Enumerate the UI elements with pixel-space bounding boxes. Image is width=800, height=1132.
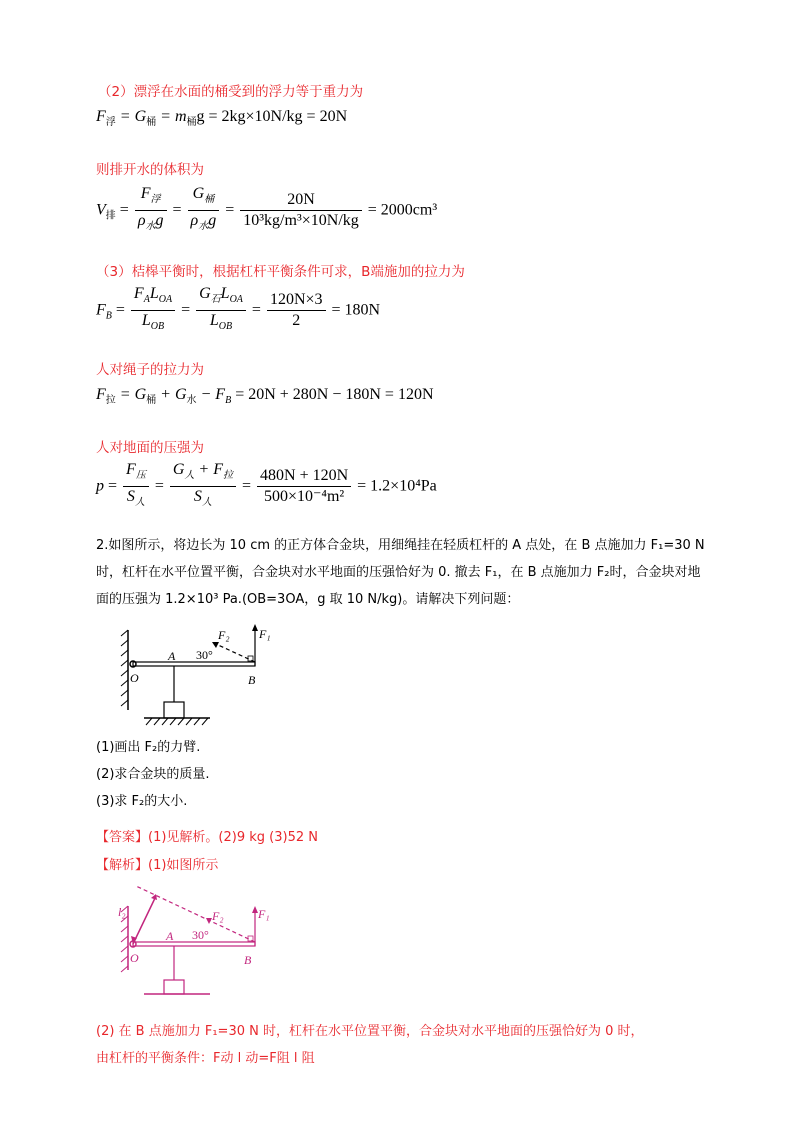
question-2: (2)求合金块的质量. [96,767,210,782]
eq-sub: A [143,294,150,306]
question-3: (3)求 F₂的大小. [96,794,188,809]
question-1: (1)画出 F₂的力臂. [96,740,201,755]
eq-sub: 桶 [146,395,157,407]
eq-sub: 浮 [150,194,161,206]
eq-term: G [199,285,211,302]
lever-figure-2 [116,882,270,1000]
eq-sub: 水 [198,221,209,233]
answer-line [96,824,318,851]
eq-sub: 水 [186,395,197,407]
fraction [257,466,351,507]
eq-term: + G [156,386,187,403]
eq-term: S [126,488,135,506]
eq-sub: OB [218,321,233,333]
eq-sub: 人 [201,497,212,509]
eq-term: F [96,386,106,403]
eq-term: = m [156,108,187,125]
eq-term: 2 [292,312,301,330]
fraction [196,284,246,337]
eq-term: F [140,185,151,202]
o-label: O [130,951,139,965]
fraction [170,460,236,513]
eq-term: V [96,201,106,219]
eq-term: L [149,285,159,302]
answer-text: (1)见解析。(2)9 kg (3)52 N [148,830,318,845]
eq-term: 500×10⁻⁴m² [263,488,345,506]
f2-label: F₂ [212,909,224,923]
eq-sub: 压 [135,470,146,482]
eq-term: g [208,212,217,230]
f2-label: F₂ [218,628,230,642]
eq-sub: 人 [134,497,145,509]
eq-sub: 拉 [222,470,233,482]
o-label: O [130,671,139,685]
fraction [123,460,149,513]
eq-term: 480N + 120N [257,466,351,487]
eq-term: G [192,185,205,202]
eq-sub: 拉 [105,395,116,407]
step3-heading: （3）桔槔平衡时，根据杠杆平衡条件可求，B端施加的拉力为 [96,264,465,280]
f1-label: F₁ [259,627,271,641]
final-step [96,1018,644,1072]
eq-term: F [126,461,136,478]
rope-equation [96,386,434,406]
eq-sub: 石 [210,294,221,306]
eq-term: g = 2kg×10N/kg = 20N [196,108,348,125]
volume-equation: $V_排$ = $\frac{F_浮}{\rho_水g}$ = $\frac{G_桶}{\rho_水g}$ = $\frac{20N}{\text{10³kg/m³×10N/kg}}$ = 2000cm³ [96,184,437,237]
l2-label: l₂ [118,905,126,919]
eq-term: L [141,312,151,330]
eq-sub: 桶 [204,194,215,206]
eq-sub: 浮 [105,117,116,129]
eq-term: F [96,301,106,319]
eq-term: G [172,461,185,478]
eq-sub: 人 [184,470,195,482]
eq-sub: OA [229,294,243,306]
fraction [240,190,362,231]
eq-sub: B [105,310,112,322]
b-label: B [244,953,252,967]
questions [96,734,210,815]
eq-result: = 1.2×10⁴Pa [357,477,437,495]
angle-label: 30° [192,928,209,942]
a-label: A [166,929,174,943]
rope-heading: 人对绳子的拉力为 [96,362,204,378]
b-label: B [248,673,256,687]
eq-term: S [193,488,202,506]
f1-label: F₁ [258,907,270,921]
problem2-line: 面的压强为 1.2×10³ Pa.(OB=3OA，g 取 10 N/kg)。请解决下列问题： [96,592,520,607]
step2-equation [96,108,347,128]
pressure-equation: p = $\frac{F_压}{S_人}$ = $\frac{G_人 + F_拉}{S_人}$ = $\frac{480N + 120N}{\text{500×10⁻⁴m²}}$ = 1.2×10⁴Pa [96,460,437,513]
answer-tag: 【答案】 [96,830,149,845]
eq-term: g [155,212,164,230]
eq-term: L [220,285,230,302]
eq-term: = G [115,108,147,125]
eq-term: 10³kg/m³×10N/kg [243,212,359,230]
eq-sub: OB [150,321,165,333]
eq-sub: B [225,395,232,407]
eq-term: 120N×3 [267,290,326,311]
eq-term: ρ [190,212,199,230]
angle-label: 30° [196,648,213,662]
eq-result: = 180N [331,301,381,319]
eq-term: p [96,477,104,495]
eq-sub: 桶 [186,117,197,129]
fraction [267,290,326,331]
eq-term: ρ [137,212,146,230]
eq-term: = 20N + 280N − 180N = 120N [231,386,434,403]
eq-term: L [209,312,219,330]
fraction [131,284,175,337]
eq-sub: 桶 [146,117,157,129]
fraction [135,184,167,237]
eq-sub: 排 [105,210,116,222]
eq-result: = 2000cm³ [367,201,438,219]
eq-term: 20N [240,190,362,211]
volume-heading: 则排开水的体积为 [96,162,204,178]
eq-sub: 水 [145,221,156,233]
eq-term: − F [196,386,226,403]
eq-term: F [96,108,106,125]
problem2-line: 时，杠杆在水平位置平衡，合金块对水平地面的压强恰好为 0. 撤去 F₁，在 B 点施加力 F₂时，合金块对地 [96,565,701,580]
final-step-line: (2) 在 B 点施加力 F₁=30 N 时，杠杆在水平位置平衡，合金块对水平地面的压强恰好为 0 时， [96,1024,644,1039]
step3-equation: $F_B$ = $\frac{F_AL_{OA}}{L_{OB}}$ = $\frac{G_石L_{OA}}{L_{OB}}$ = $\frac{120N\times 3}{2}$ = 180N [96,284,380,337]
eq-term: = G [115,386,147,403]
eq-term: + F [194,461,223,478]
pressure-heading: 人对地面的压强为 [96,440,204,456]
step2-heading: （2）漂浮在水面的桶受到的浮力等于重力为 [98,84,364,100]
problem2-line: 2.如图所示，将边长为 10 cm 的正方体合金块，用细绳挂在轻质杠杆的 A 点处，在 B 点施加力 F₁=30 N [96,538,705,553]
analysis-line [96,852,218,879]
problem2-statement [96,532,705,613]
fraction [188,184,220,237]
final-step-line: 由杠杆的平衡条件：F动 l 动=F阻 l 阻 [96,1051,315,1066]
analysis-tag: 【解析】 [96,858,149,873]
analysis-text: (1)如图所示 [148,858,219,873]
eq-term: F [133,285,144,302]
eq-sub: OA [158,294,173,306]
a-label: A [168,649,176,663]
lever-figure-1 [118,622,271,732]
